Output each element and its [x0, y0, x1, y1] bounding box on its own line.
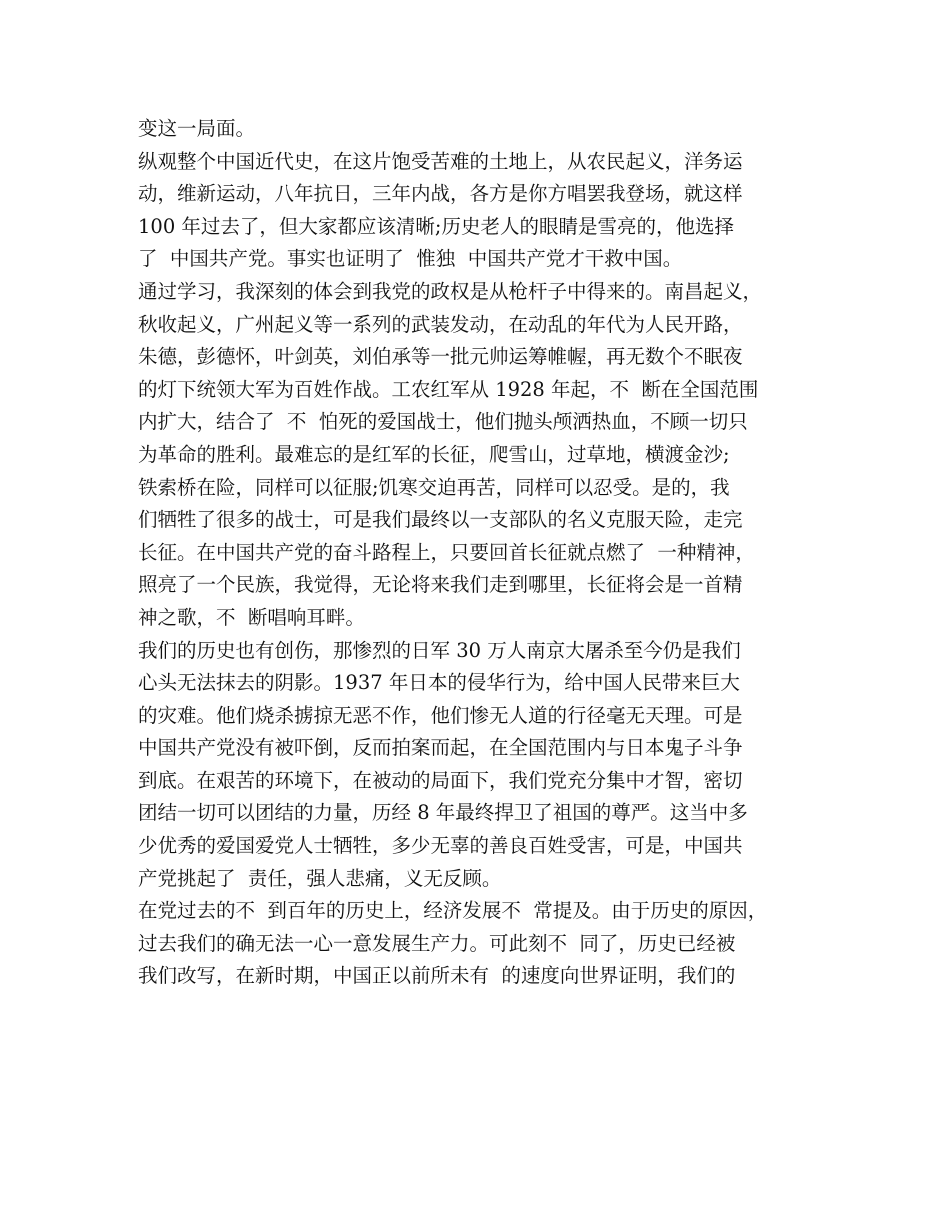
text-line: 神之歌，不 断唱响耳畔。	[138, 605, 365, 629]
text-line: 我们的历史也有创伤，那惨烈的日军 30 万人南京大屠杀至今仍是我们	[138, 638, 741, 662]
text-line: 心头无法抹去的阴影。1937 年日本的侵华行为，给中国人民带来巨大	[138, 671, 740, 695]
text-line: 的灾难。他们烧杀掳掠无恶不作，他们惨无人道的行径毫无天理。可是	[138, 703, 743, 727]
text-line: 通过学习，我深刻的体会到我党的政权是从枪杆子中得来的。南昌起义，	[138, 279, 763, 303]
text-line: 照亮了一个民族，我觉得，无论将来我们走到哪里，长征将会是一首精	[138, 573, 743, 597]
text-line: 少优秀的爱国爱党人士牺牲，多少无辜的善良百姓受害，可是，中国共	[138, 834, 743, 858]
text-line: 100 年过去了，但大家都应该清晰;历史老人的眼睛是雪亮的，他选择	[138, 214, 734, 238]
text-line: 中国共产党没有被吓倒，反而拍案而起，在全国范围内与日本鬼子斗争	[138, 736, 743, 760]
text-line: 长征。在中国共产党的奋斗路程上，只要回首长征就点燃了 一种精神，	[138, 540, 755, 564]
text-line: 团结一切可以团结的力量，历经 8 年最终捍卫了祖国的尊严。这当中多	[138, 801, 748, 825]
text-line: 铁索桥在险，同样可以征服;饥寒交迫再苦，同样可以忍受。是的，我	[138, 475, 730, 499]
text-line: 为革命的胜利。最难忘的是红军的长征，爬雪山，过草地，横渡金沙;	[138, 442, 730, 466]
text-line: 纵观整个中国近代史，在这片饱受苦难的土地上，从农民起义，洋务运	[138, 149, 743, 173]
text-line: 我们改写，在新时期，中国正以前所未有 的速度向世界证明，我们的	[138, 964, 736, 988]
text-line: 动，维新运动，八年抗日，三年内战，各方是你方唱罢我登场，就这样	[138, 182, 743, 206]
body-text	[138, 113, 838, 993]
text-line: 过去我们的确无法一心一意发展生产力。可此刻不 同了，历史已经被	[138, 931, 736, 955]
text-line: 在党过去的不 到百年的历史上，经济发展不 常提及。由于历史的原因，	[138, 899, 768, 923]
text-line: 产党挑起了 责任，强人悲痛，义无反顾。	[138, 866, 502, 890]
text-line: 了 中国共产党。事实也证明了 惟独 中国共产党才干救中国。	[138, 247, 683, 271]
text-line: 的灯下统领大军为百姓作战。工农红军从 1928 年起，不 断在全国范围	[138, 377, 759, 401]
text-line: 朱德，彭德怀，叶剑英，刘伯承等一批元帅运筹帷幄，再无数个不眠夜	[138, 345, 743, 369]
text-line: 秋收起义，广州起义等一系列的武装发动，在动乱的年代为人民开路，	[138, 312, 743, 336]
text-line: 变这一局面。	[138, 117, 256, 140]
text-line: 们牺牲了很多的战士，可是我们最终以一支部队的名义克服天险，走完	[138, 508, 743, 532]
text-line: 到底。在艰苦的环境下，在被动的局面下，我们党充分集中才智，密切	[138, 768, 743, 792]
text-line: 内扩大，结合了 不 怕死的爱国战士，他们抛头颅洒热血，不顾一切只	[138, 410, 748, 434]
